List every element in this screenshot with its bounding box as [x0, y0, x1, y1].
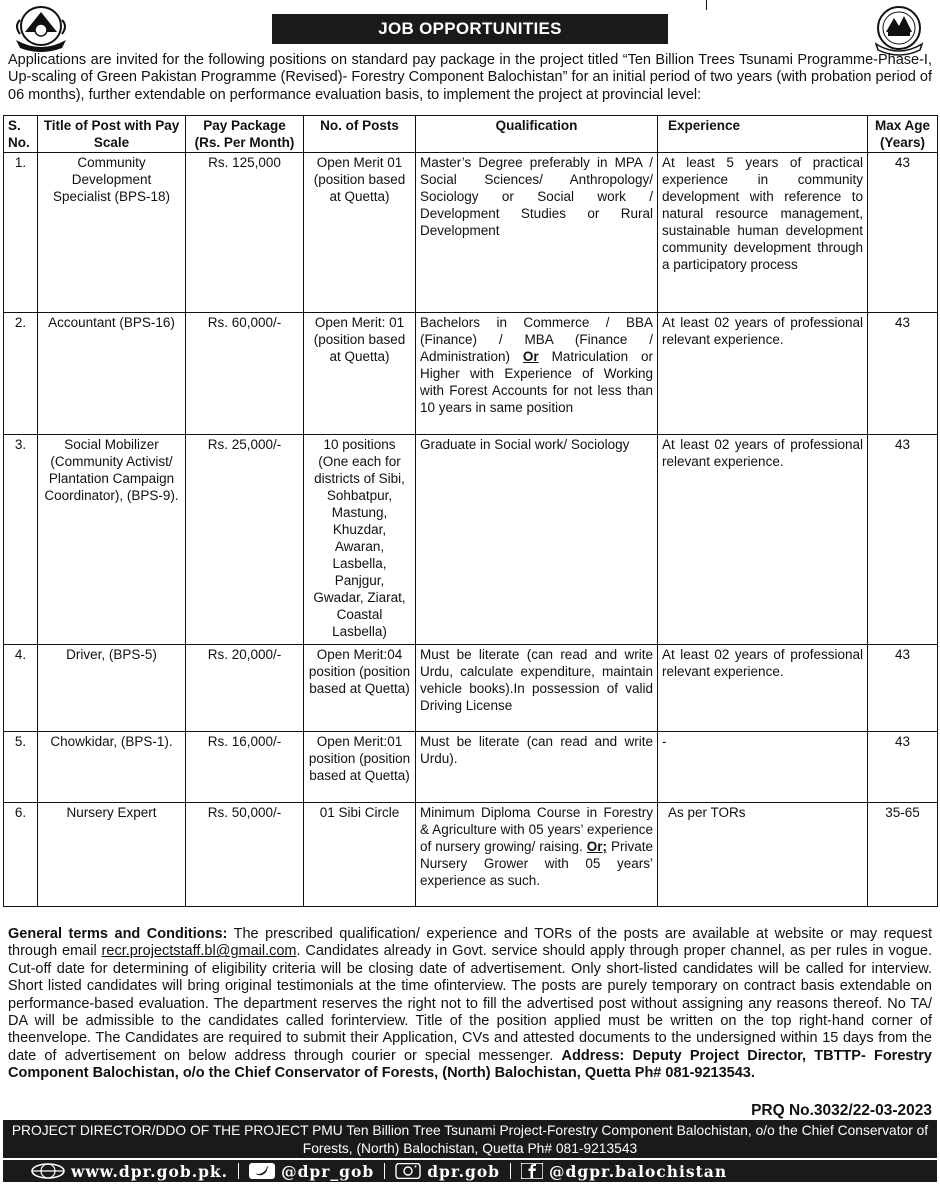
- instagram-handle: dpr.gob: [427, 1161, 501, 1181]
- page-title: JOB OPPORTUNITIES: [272, 14, 668, 44]
- cell-title: Community Development Specialist (BPS-18): [38, 153, 186, 313]
- terms-text-2: . Candidates already in Govt. service should apply through proper channel, as per rules in vogue. Cut-off date for determining of eligibility criteria will be closing date of advertisement. Only short-listed candidates will be called for interview. Short listed candidates will bring original testimonials at the time ofinterview. The posts are purely temporary on contract basis extendable on performance-based evaluation. The department reserves the right not to fill the advertised post without assigning any reasons thereof. No TA/ DA will be admissible to the candidates called forinterview. Title of the position applied must be written on the top right-hand corner of theenvelope. The Candidates are required to submit their Application, CVs and attested documents to the undersigned within 15 days from the date of advertisement on below address through courier or special messenger.: [8, 943, 932, 1064]
- table-row: [4, 313, 938, 435]
- cell-qualification: Must be literate (can read and write Urdu).: [416, 732, 658, 803]
- divider: [510, 1163, 511, 1179]
- footer-text: PROJECT DIRECTOR/DDO OF THE PROJECT PMU Ten Billion Tree Tsunami Project-Forestry Component Balochistan, o/o the Chief Conservator of Forests, (North) Balochistan, Quetta Ph# 081-9213543: [11, 1123, 929, 1156]
- cell-experience: At least 02 years of professional relevant experience.: [658, 435, 868, 645]
- cell-experience: -: [658, 732, 868, 803]
- facebook-icon: [521, 1163, 543, 1179]
- cell-qualification: [416, 313, 658, 435]
- cell-sno: 3.: [4, 435, 38, 645]
- table-row: [4, 645, 938, 732]
- cell-qualification: Graduate in Social work/ Sociology: [416, 435, 658, 645]
- cell-pay: Rs. 25,000/-: [186, 435, 304, 645]
- cell-posts: 01 Sibi Circle: [304, 803, 416, 907]
- cell-experience: As per TORs: [658, 803, 868, 907]
- website-link[interactable]: [31, 1162, 228, 1181]
- cell-qualification: Must be literate (can read and write Urdu, calculate expenditure, maintain vehicle books).In possession of valid Driving License: [416, 645, 658, 732]
- cell-experience: At least 02 years of professional relevant experience.: [658, 645, 868, 732]
- cell-pay: Rs. 50,000/-: [186, 803, 304, 907]
- cell-title: Social Mobilizer (Community Activist/ Plantation Campaign Coordinator), (BPS-9).: [38, 435, 186, 645]
- facebook-link[interactable]: [521, 1162, 727, 1181]
- facebook-handle: @dgpr.balochistan: [549, 1161, 728, 1181]
- balochistan-emblem-icon: [10, 4, 72, 52]
- instagram-icon: [395, 1163, 421, 1179]
- divider: [706, 0, 707, 10]
- qualification-part-b: Matriculation or Higher with Experience of Working with Forest Accounts for not less than 10 years in same position: [420, 349, 653, 415]
- cell-title: Driver, (BPS-5): [38, 645, 186, 732]
- cell-qualification: [416, 803, 658, 907]
- twitter-handle: @dpr_gob: [281, 1161, 375, 1181]
- terms-text-1: The prescribed qualification/ experience and TORs of the posts are available at website or may request through email: [8, 926, 932, 960]
- cell-posts: 10 positions (One each for districts of Sibi, Sohbatpur, Mastung, Khuzdar, Awaran, Lasbella, Panjgur, Gwadar, Ziarat, Coastal Lasbella): [304, 435, 416, 645]
- cell-experience: At least 02 years of professional relevant experience.: [658, 313, 868, 435]
- cell-pay: Rs. 60,000/-: [186, 313, 304, 435]
- terms-heading: General terms and Conditions:: [8, 926, 228, 942]
- cell-posts: Open Merit: 01 (position based at Quetta): [304, 313, 416, 435]
- email-link[interactable]: recr.projectstaff.bl@gmail.com: [101, 943, 297, 960]
- table-header-row: [4, 116, 938, 153]
- qualification-or: Or;: [586, 839, 607, 854]
- cell-sno: 2.: [4, 313, 38, 435]
- cell-age: 35-65: [868, 803, 938, 907]
- cell-age: 43: [868, 313, 938, 435]
- qualification-or: Or: [522, 349, 539, 364]
- cell-title: Nursery Expert: [38, 803, 186, 907]
- table-row: [4, 435, 938, 645]
- cell-pay: Rs. 16,000/-: [186, 732, 304, 803]
- cell-posts: Open Merit:01 position (position based at Quetta): [304, 732, 416, 803]
- header: [0, 0, 940, 52]
- qualification-part-a: Bachelors in Commerce / BBA (Finance) / MBA (Finance / Administration): [420, 315, 653, 364]
- cell-posts: Open Merit:04 position (position based at Quetta): [304, 645, 416, 732]
- cell-age: 43: [868, 645, 938, 732]
- table-row: [4, 153, 938, 313]
- twitter-icon: [249, 1163, 275, 1179]
- cell-age: 43: [868, 732, 938, 803]
- cell-experience: At least 5 years of practical experience in community development with reference to natural resource management, sustainable human development community development through a participatory process: [658, 153, 868, 313]
- cell-sno: 5.: [4, 732, 38, 803]
- instagram-link[interactable]: [395, 1162, 500, 1181]
- terms-address: Address: Deputy Project Director, TBTTP- Forestry Component Balochistan, o/o the Chief Conservator of Forests, (North) Balochistan, Quetta Ph# 081-9213543.: [8, 1047, 932, 1082]
- prq-number: PRQ No.3032/22-03-2023: [751, 1102, 932, 1119]
- divider: [238, 1163, 239, 1179]
- forest-department-emblem-icon: [868, 4, 930, 56]
- globe-icon: [31, 1163, 65, 1179]
- table-row: [4, 732, 938, 803]
- social-bar: [3, 1160, 937, 1182]
- cell-sno: 1.: [4, 153, 38, 313]
- cell-age: 43: [868, 153, 938, 313]
- divider: [384, 1163, 385, 1179]
- cell-posts: Open Merit 01 (position based at Quetta): [304, 153, 416, 313]
- qualification-part-b: Private Nursery Grower with 05 years’ experience as such.: [420, 839, 653, 888]
- footer-bar: [3, 1120, 937, 1158]
- cell-sno: 6.: [4, 803, 38, 907]
- terms-paragraph: [8, 926, 932, 1083]
- table-row: [4, 803, 938, 907]
- header-experience: Experience: [658, 116, 868, 153]
- website-text: www.dpr.gob.pk.: [71, 1161, 229, 1181]
- intro-paragraph: Applications are invited for the following positions on standard pay package in the project titled “Ten Billion Trees Tsunami Programme-Phase-I, Up-scaling of Green Pakistan Programme (Revised)- Forestry Component Balochistan” for an initial period of two years (with probation period of 06 months), further extendable on performance evaluation basis, to implement the project at provincial level:: [8, 52, 932, 103]
- header-title: Title of Post with Pay Scale: [38, 116, 186, 153]
- header-posts: No. of Posts: [304, 116, 416, 153]
- qualification-part-a: Minimum Diploma Course in Forestry & Agriculture with 05 years’ experience of nursery growing/ raising.: [420, 805, 653, 854]
- twitter-link[interactable]: [249, 1162, 374, 1181]
- header-sno: S. No.: [4, 116, 38, 153]
- cell-title: Accountant (BPS-16): [38, 313, 186, 435]
- cell-sno: 4.: [4, 645, 38, 732]
- header-age: Max Age (Years): [868, 116, 938, 153]
- cell-age: 43: [868, 435, 938, 645]
- positions-table: [3, 115, 938, 907]
- header-qualification: Qualification: [416, 116, 658, 153]
- cell-pay: Rs. 125,000: [186, 153, 304, 313]
- header-pay: Pay Package (Rs. Per Month): [186, 116, 304, 153]
- cell-title: Chowkidar, (BPS-1).: [38, 732, 186, 803]
- cell-qualification: Master’s Degree preferably in MPA / Social Sciences/ Anthropology/ Sociology or Social work / Development Studies or Rural Development: [416, 153, 658, 313]
- cell-pay: Rs. 20,000/-: [186, 645, 304, 732]
